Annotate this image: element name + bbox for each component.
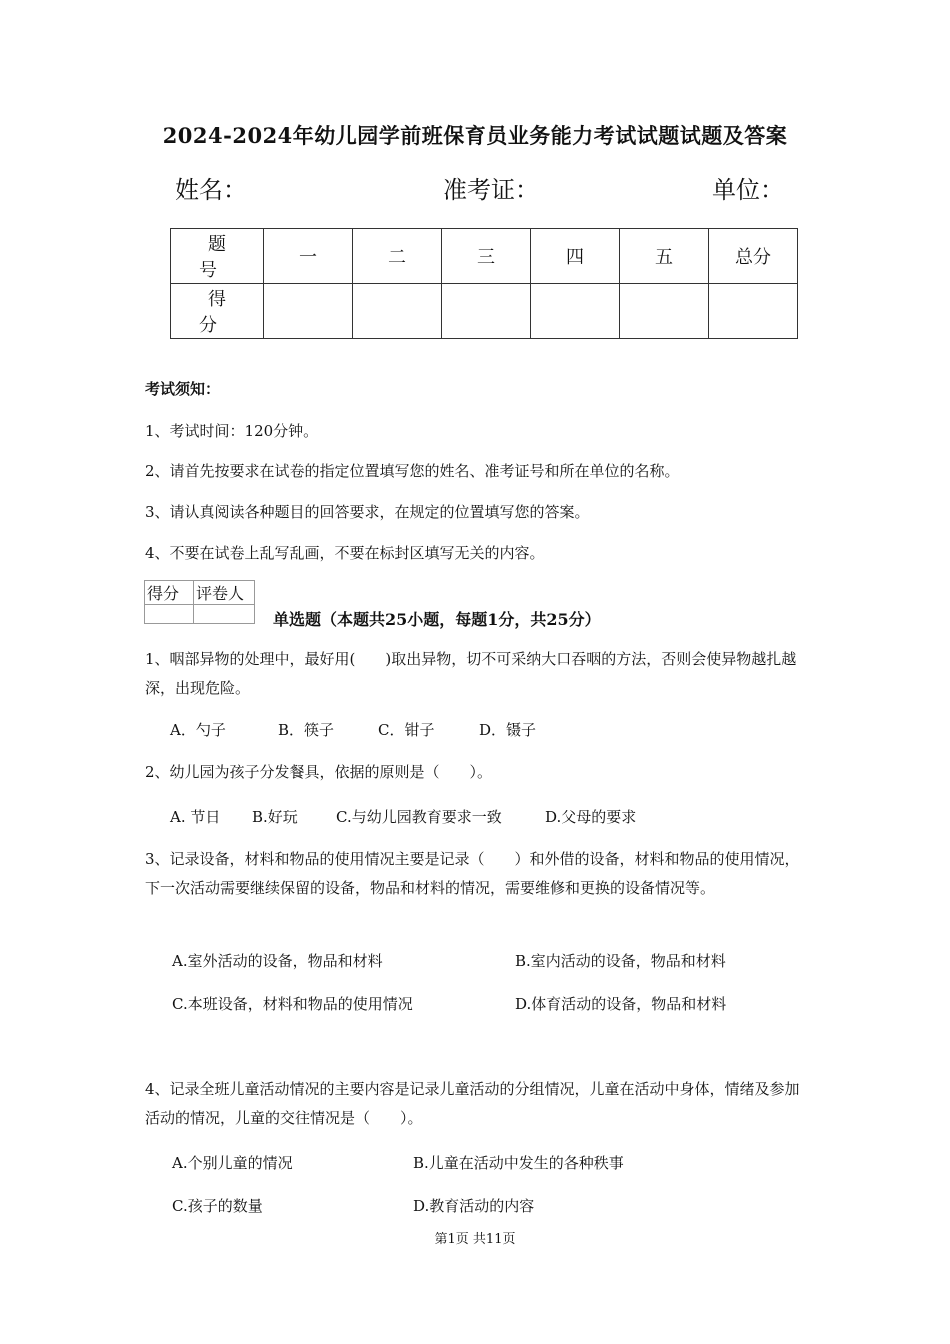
score-table-score-row	[171, 284, 798, 339]
notice-heading: 考试须知：	[145, 380, 221, 398]
score-header-cell: 五	[620, 229, 709, 284]
score-header-cell: 总分	[709, 229, 798, 284]
question-option: C.与幼儿园教育要求一致	[336, 808, 502, 826]
question-option: B.好玩	[252, 808, 298, 826]
grader-score-label: 得分	[145, 581, 194, 605]
score-input-cell[interactable]	[620, 284, 709, 339]
score-input-cell[interactable]	[531, 284, 620, 339]
question-option: A. 节日	[170, 808, 221, 826]
question-option: B．筷子	[278, 721, 335, 739]
section-title: 单选题（本题共25小题，每题1分，共25分）	[273, 610, 601, 629]
page-number: 第1页 共11页	[434, 1232, 516, 1247]
unit-label: 单位：	[712, 176, 784, 204]
question-option: D.教育活动的内容	[413, 1197, 535, 1215]
question-option: B.室内活动的设备，物品和材料	[515, 952, 726, 970]
score-input-cell[interactable]	[709, 284, 798, 339]
score-row-label: 得 分	[171, 284, 264, 339]
page-title: 2024-2024年幼儿园学前班保育员业务能力考试试题试题及答案	[162, 123, 788, 148]
name-label: 姓名：	[175, 176, 247, 204]
grader-reviewer-label: 评卷人	[194, 581, 255, 605]
notice-item: 2、请首先按要求在试卷的指定位置填写您的姓名、准考证号和所在单位的名称。	[145, 462, 680, 480]
score-header-cell: 三	[442, 229, 531, 284]
question-stem: 3、记录设备，材料和物品的使用情况主要是记录（ ）和外借的设备，材料和物品的使用情况，下一次活动需要继续保留的设备，物品和材料的情况，需要维修和更换的设备情况等。	[145, 850, 800, 897]
question-option: D．镊子	[479, 721, 537, 739]
score-header-cell: 二	[353, 229, 442, 284]
question-option: B.儿童在活动中发生的各种秩事	[413, 1154, 624, 1172]
grader-table	[144, 580, 255, 624]
question-option: A.个别儿童的情况	[172, 1154, 293, 1172]
notice-item: 1、考试时间：120分钟。	[145, 422, 319, 440]
score-header-cell: 题 号	[171, 229, 264, 284]
question-stem: 2、幼儿园为孩子分发餐具，依据的原则是（ ）。	[145, 763, 493, 781]
question-stem: 4、记录全班儿童活动情况的主要内容是记录儿童活动的分组情况，儿童在活动中身体，情绪及参加活动的情况，儿童的交往情况是（ ）。	[145, 1080, 800, 1127]
question-option: A．勺子	[170, 721, 226, 739]
score-input-cell[interactable]	[442, 284, 531, 339]
question-option: C．钳子	[378, 721, 435, 739]
score-header-cell: 一	[264, 229, 353, 284]
notice-item: 4、不要在试卷上乱写乱画，不要在标封区填写无关的内容。	[145, 544, 545, 562]
score-table	[170, 228, 798, 339]
question-option: D.体育活动的设备，物品和材料	[515, 995, 727, 1013]
question-option: A.室外活动的设备，物品和材料	[172, 952, 383, 970]
notice-item: 3、请认真阅读各种题目的回答要求，在规定的位置填写您的答案。	[145, 503, 590, 521]
question-option: D.父母的要求	[545, 808, 637, 826]
score-table-header-row	[171, 229, 798, 284]
question-option: C.孩子的数量	[172, 1197, 263, 1215]
score-header-cell: 四	[531, 229, 620, 284]
grader-reviewer-cell[interactable]	[194, 605, 255, 624]
grader-score-cell[interactable]	[145, 605, 194, 624]
exam-id-label: 准考证：	[443, 176, 539, 204]
question-stem: 1、咽部异物的处理中，最好用( )取出异物，切不可采纳大口吞咽的方法，否则会使异物越扎越深，出现危险。	[145, 650, 797, 697]
question-option: C.本班设备，材料和物品的使用情况	[172, 995, 413, 1013]
score-input-cell[interactable]	[353, 284, 442, 339]
